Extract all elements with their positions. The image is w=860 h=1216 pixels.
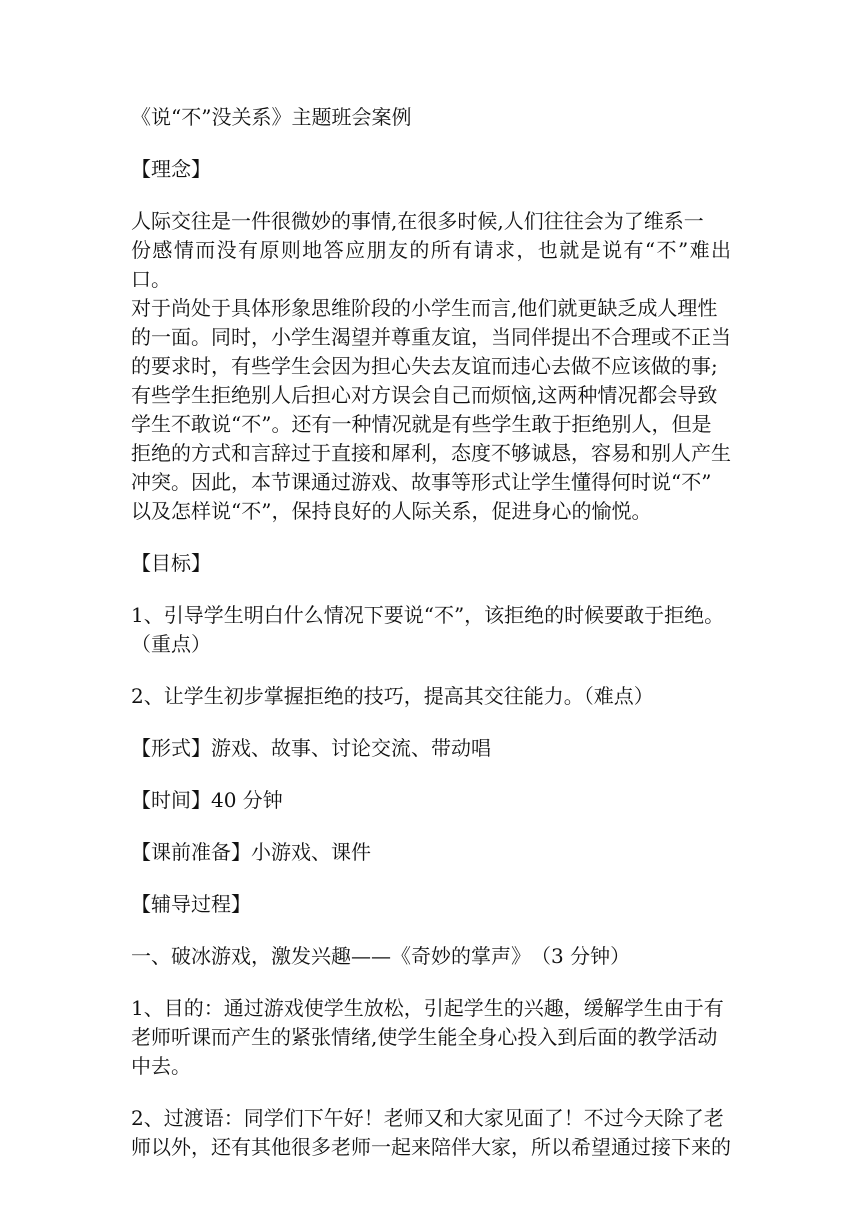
idea-line: 的一面。同时，小学生渴望并尊重友谊，当同伴提出不合理或不正当	[131, 325, 731, 349]
process-heading: 【辅导过程】	[131, 892, 251, 916]
idea-line: 拒绝的方式和言辞过于直接和犀利，态度不够诚恳，容易和别人产生	[131, 441, 731, 465]
form-value: 游戏、故事、讨论交流、带动唱	[211, 736, 491, 760]
document-body	[131, 103, 731, 1185]
goal-item-1-line: 1、引导学生明白什么情况下要说“不”，该拒绝的时候要敢于拒绝。	[131, 603, 725, 627]
prep-label: 【课前准备】	[131, 840, 251, 864]
form-row	[131, 734, 731, 763]
step-1-transition-line: 2、过渡语：同学们下午好！老师又和大家见面了！不过今天除了老	[131, 1106, 724, 1130]
step-1-purpose-line: 老师听课而产生的紧张情绪,使学生能全身心投入到后面的教学活动	[131, 1025, 718, 1049]
idea-line: 人际交往是一件很微妙的事情,在很多时候,人们往往会为了维系一	[131, 209, 704, 233]
step-1-purpose	[131, 994, 731, 1081]
document-title: 《说“不”没关系》主题班会案例	[131, 105, 412, 129]
time-label: 【时间】	[131, 788, 211, 812]
step-1-title: 一、破冰游戏，激发兴趣——《奇妙的掌声》 （3 分钟）	[131, 944, 631, 968]
goal-item-2: 2、让学生初步掌握拒绝的技巧，提高其交往能力。（难点）	[131, 684, 654, 708]
idea-line: 份感情而没有原则地答应朋友的所有请求，也就是说有“不”难出口。	[131, 238, 731, 291]
step-1-transition	[131, 1104, 731, 1162]
prep-value: 小游戏、课件	[251, 840, 371, 864]
step-1-transition-line: 师以外，还有其他很多老师一起来陪伴大家，所以希望通过接下来的	[131, 1135, 731, 1159]
goal-heading: 【目标】	[131, 551, 211, 575]
idea-paragraph	[131, 207, 731, 526]
idea-line: 对于尚处于具体形象思维阶段的小学生而言,他们就更缺乏成人理性	[131, 296, 718, 320]
prep-row	[131, 838, 731, 867]
idea-line: 以及怎样说“不”，保持良好的人际关系，促进身心的愉悦。	[131, 499, 652, 523]
time-value: 40 分钟	[211, 788, 283, 812]
step-1-purpose-line: 1、目的：通过游戏使学生放松，引起学生的兴趣，缓解学生由于有	[131, 996, 724, 1020]
idea-line: 的要求时，有些学生会因为担心失去友谊而违心去做不应该做的事;	[131, 354, 718, 378]
idea-line: 冲突。因此，本节课通过游戏、故事等形式让学生懂得何时说“不”	[131, 470, 712, 494]
idea-line: 有些学生拒绝别人后担心对方误会自己而烦恼,这两种情况都会导致	[131, 383, 718, 407]
goal-item-1	[131, 601, 731, 659]
form-label: 【形式】	[131, 736, 211, 760]
time-row	[131, 786, 731, 815]
goal-item-1-line: （重点）	[131, 632, 211, 656]
idea-heading: 【理念】	[131, 157, 211, 181]
step-1-purpose-line: 中去。	[131, 1054, 191, 1078]
idea-line: 学生不敢说“不”。还有一种情况就是有些学生敢于拒绝别人，但是	[131, 412, 712, 436]
